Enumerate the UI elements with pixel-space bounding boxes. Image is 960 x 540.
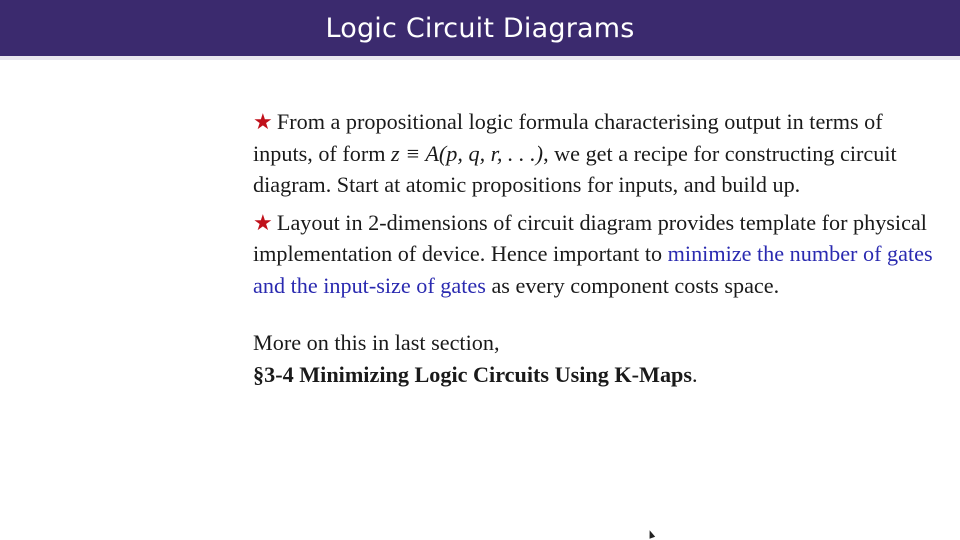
slide-title: Logic Circuit Diagrams bbox=[325, 12, 635, 44]
slide-content bbox=[253, 106, 943, 390]
more-intro: More on this in last section, bbox=[253, 330, 500, 355]
bullet-1-formula: z ≡ A(p, q, r, . . .) bbox=[391, 140, 544, 166]
title-bar bbox=[0, 0, 960, 56]
bullet-1-text-after: , we get a recipe for constructing circuit diagram. Start at atomic propositions for inputs, and build up. bbox=[253, 140, 897, 197]
title-divider bbox=[0, 56, 960, 60]
star-bullet-icon: ★ bbox=[253, 109, 273, 134]
bullet-1-text-before: From a propositional logic formula characterising output in terms of inputs, of form bbox=[253, 109, 883, 166]
bullet-2-text-before: Layout in 2-dimensions of circuit diagram provides template for physical implementation of device. Hence important to bbox=[253, 209, 927, 266]
section-reference-end: . bbox=[692, 361, 698, 387]
bullet-2-highlight: minimize the number of gates and the input-size of gates bbox=[253, 241, 933, 298]
mouse-cursor-icon bbox=[647, 529, 655, 539]
bullet-2-text-after: as every component costs space. bbox=[485, 272, 780, 298]
star-bullet-icon: ★ bbox=[253, 209, 273, 235]
bullet-item-2 bbox=[253, 207, 943, 302]
section-reference: §3-4 Minimizing Logic Circuits Using K-Maps bbox=[253, 361, 693, 387]
bullet-item-1 bbox=[253, 106, 943, 201]
section-reference-line bbox=[253, 359, 943, 391]
more-info bbox=[253, 327, 943, 390]
